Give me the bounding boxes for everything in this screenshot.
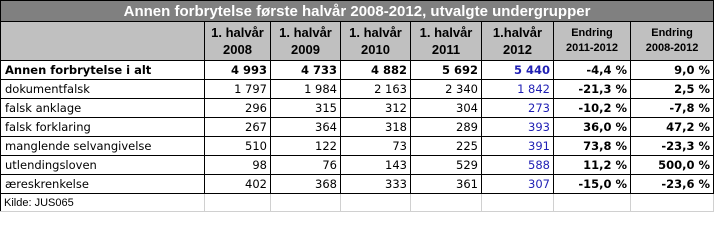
cell-2010[interactable]: 2 163: [341, 80, 411, 99]
header-2011: [411, 22, 482, 61]
cell-2009[interactable]: 4 733: [271, 61, 341, 80]
cell-change-2008-2012[interactable]: -23,3 %: [631, 137, 714, 156]
cell-change-2011-2012[interactable]: -21,3 %: [554, 80, 631, 99]
cell-change-2008-2012[interactable]: -7,8 %: [631, 99, 714, 118]
cell-2010[interactable]: 312: [341, 99, 411, 118]
cell-2010[interactable]: 333: [341, 175, 411, 194]
empty-cell[interactable]: [271, 194, 341, 212]
cell-2012[interactable]: 393: [482, 118, 554, 137]
header-line1: 1. halvår: [279, 25, 332, 40]
row-label[interactable]: manglende selvangivelse: [1, 137, 205, 156]
cell-2009[interactable]: 122: [271, 137, 341, 156]
header-line2: 2011-2012: [566, 42, 618, 54]
empty-cell[interactable]: [631, 194, 714, 212]
source-note[interactable]: Kilde: JUS065: [1, 194, 205, 212]
header-2012: [482, 22, 554, 61]
cell-2008[interactable]: 4 993: [205, 61, 271, 80]
header-line1: 1. halvår: [349, 25, 402, 40]
empty-cell[interactable]: [554, 194, 631, 212]
cell-2008[interactable]: 98: [205, 156, 271, 175]
cell-2011[interactable]: 5 692: [411, 61, 482, 80]
header-line1: Endring: [571, 27, 613, 39]
cell-change-2011-2012[interactable]: -10,2 %: [554, 99, 631, 118]
cell-change-2011-2012[interactable]: 11,2 %: [554, 156, 631, 175]
row-label[interactable]: dokumentfalsk: [1, 80, 205, 99]
source-row: [1, 194, 714, 212]
cell-change-2011-2012[interactable]: 36,0 %: [554, 118, 631, 137]
header-line2: 2012: [503, 42, 532, 57]
cell-2008[interactable]: 402: [205, 175, 271, 194]
header-line1: 1.halvår: [492, 25, 543, 40]
header-2009: [271, 22, 341, 61]
table-row: [1, 156, 714, 175]
table-row: [1, 80, 714, 99]
header-line2: 2010: [361, 42, 390, 57]
cell-2010[interactable]: 318: [341, 118, 411, 137]
cell-change-2011-2012[interactable]: -4,4 %: [554, 61, 631, 80]
cell-2010[interactable]: 4 882: [341, 61, 411, 80]
cell-2011[interactable]: 304: [411, 99, 482, 118]
header-row: [1, 22, 714, 61]
table-row-total: [1, 61, 714, 80]
table-row: [1, 137, 714, 156]
header-blank-cell: [1, 22, 205, 61]
cell-change-2008-2012[interactable]: 47,2 %: [631, 118, 714, 137]
empty-cell[interactable]: [205, 194, 271, 212]
cell-2009[interactable]: 76: [271, 156, 341, 175]
header-line2: 2011: [431, 42, 461, 57]
header-line2: 2008-2012: [645, 42, 699, 54]
table-title-row: [1, 1, 714, 22]
header-line2: 2008: [223, 42, 252, 57]
cell-2012[interactable]: 273: [482, 99, 554, 118]
header-line1: Endring: [651, 27, 693, 39]
cell-2008[interactable]: 510: [205, 137, 271, 156]
cell-2009[interactable]: 368: [271, 175, 341, 194]
row-label[interactable]: falsk forklaring: [1, 118, 205, 137]
header-2010: [341, 22, 411, 61]
cell-2012[interactable]: 5 440: [482, 61, 554, 80]
cell-2011[interactable]: 289: [411, 118, 482, 137]
cell-2012[interactable]: 307: [482, 175, 554, 194]
header-change-2011-2012: [554, 22, 631, 61]
cell-2010[interactable]: 73: [341, 137, 411, 156]
cell-2008[interactable]: 1 797: [205, 80, 271, 99]
cell-change-2008-2012[interactable]: 500,0 %: [631, 156, 714, 175]
empty-cell[interactable]: [341, 194, 411, 212]
cell-change-2008-2012[interactable]: 9,0 %: [631, 61, 714, 80]
cell-2012[interactable]: 1 842: [482, 80, 554, 99]
empty-cell[interactable]: [411, 194, 482, 212]
header-line1: 1. halvår: [211, 25, 264, 40]
table-title: Annen forbrytelse første halvår 2008-2012, utvalgte undergrupper: [1, 1, 714, 22]
row-label[interactable]: falsk anklage: [1, 99, 205, 118]
cell-2011[interactable]: 361: [411, 175, 482, 194]
cell-change-2008-2012[interactable]: 2,5 %: [631, 80, 714, 99]
cell-2009[interactable]: 315: [271, 99, 341, 118]
row-label[interactable]: Annen forbrytelse i alt: [1, 61, 205, 80]
cell-2012[interactable]: 391: [482, 137, 554, 156]
table-row: [1, 99, 714, 118]
cell-2008[interactable]: 296: [205, 99, 271, 118]
header-line2: 2009: [291, 42, 320, 57]
cell-2012[interactable]: 588: [482, 156, 554, 175]
cell-2011[interactable]: 225: [411, 137, 482, 156]
header-line1: 1. halvår: [419, 25, 473, 40]
cell-2011[interactable]: 2 340: [411, 80, 482, 99]
table-row: [1, 175, 714, 194]
header-2008: [205, 22, 271, 61]
header-change-2008-2012: [631, 22, 714, 61]
cell-2008[interactable]: 267: [205, 118, 271, 137]
row-label[interactable]: utlendingsloven: [1, 156, 205, 175]
cell-2011[interactable]: 529: [411, 156, 482, 175]
cell-change-2011-2012[interactable]: -15,0 %: [554, 175, 631, 194]
cell-2010[interactable]: 143: [341, 156, 411, 175]
cell-2009[interactable]: 1 984: [271, 80, 341, 99]
cell-change-2008-2012[interactable]: -23,6 %: [631, 175, 714, 194]
table-row: [1, 118, 714, 137]
row-label[interactable]: æreskrenkelse: [1, 175, 205, 194]
cell-change-2011-2012[interactable]: 73,8 %: [554, 137, 631, 156]
empty-cell[interactable]: [482, 194, 554, 212]
cell-2009[interactable]: 364: [271, 118, 341, 137]
